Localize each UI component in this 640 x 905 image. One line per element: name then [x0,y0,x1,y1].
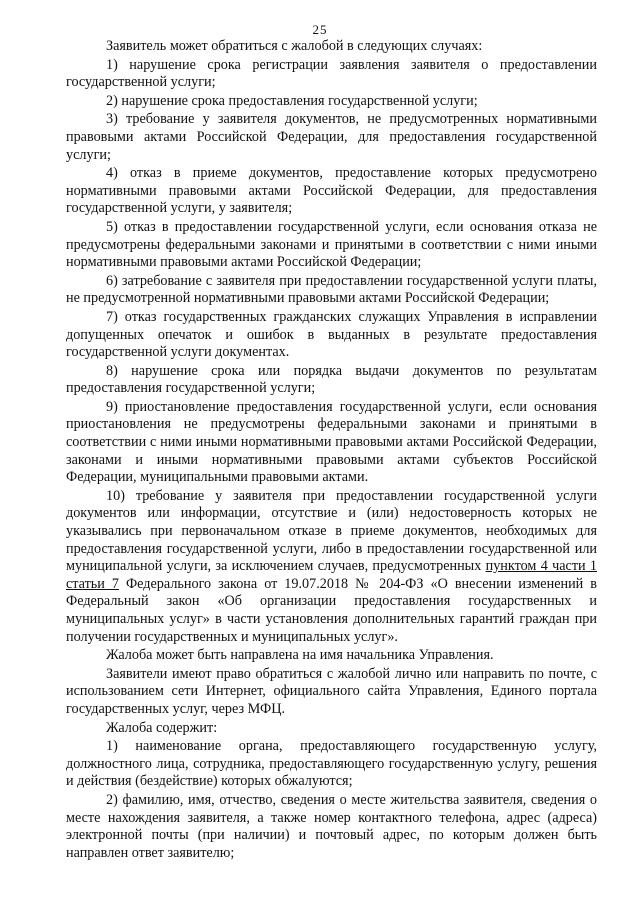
complaint-cases-intro: Заявитель может обратиться с жалобой в следующих случаях: [106,38,483,54]
complaint-contents-item: 1) наименование органа, предоставляющего государственную услугу, должностного лица, сотрудника, предоставляющего государственную услугу, решения и действия (бездействие) которых обжалуются; [66,738,597,790]
complaint-case-item: 5) отказ в предоставлении государственной услуги, если основания отказа не предусмотрены федеральными законами и принятыми в соответствии с ними иными нормативными правовыми актами Российской Федерации; [66,218,597,271]
complaint-case-item: 7) отказ государственных гражданских служащих Управления в исправлении допущенных опечаток и ошибок в выданных в результате предоставления государственной услуги документах. [66,308,597,361]
complaint-addressee: Жалоба может быть направлена на имя начальника Управления. [106,647,494,664]
complaint-case-item: 2) нарушение срока предоставления государственной услуги; [106,92,478,109]
item10-text-before: 10) требование у заявителя при предоставлении государственной услуги документов или информации, отсутствие и (или) недостоверность которых не указывались при первоначальном отказе в приеме документов, необходимых для предоставления государственной услуги, либо в предоставлении государственной или муниципальной услуги, за исключением случаев, предусмотренных [66,487,597,575]
document-body [66,38,597,863]
complaint-case-item: 8) нарушение срока или порядка выдачи документов по результатам предоставления государственной услуги; [66,362,597,397]
complaint-case-item: 1) нарушение срока регистрации заявления заявителя о предоставлении государственной услуги; [66,56,597,91]
complaint-case-item-10 [66,488,597,646]
page-number: 25 [312,22,328,37]
law-reference-link[interactable]: пунктом 4 части 1 статьи 7 [66,558,597,592]
complaint-channels: Заявители имеют право обратиться с жалобой лично или направить по почте, с использованием сети Интернет, официального сайта Управления, Единого портала государственных услуг, через МФЦ. [66,665,597,717]
complaint-case-item: 6) затребование с заявителя при предоставлении государственной услуги платы, не предусмотренной нормативными правовыми актами Российской Федерации; [66,272,597,307]
complaint-contents-item: 2) фамилию, имя, отчество, сведения о месте жительства заявителя, сведения о месте нахождения заявителя, а также номер контактного телефона, адрес (адреса) электронной почты (при наличии) и почтовый адрес, по которым должен быть направлен ответ заявителю; [66,791,597,861]
complaint-case-item: 9) приостановление предоставления государственной услуги, если основания приостановления не предусмотрены федеральными законами и принятыми в соответствии с ними иными нормативными правовыми актами Российской Федерации, законами и иными нормативными правовыми актами субъектов Российской Федерации, муниципальными правовыми актами. [66,398,597,486]
item10-text-after: Федерального закона от 19.07.2018 № 204-ФЗ «О внесении изменений в Федеральный закон «Об организации предоставления государственных и муниципальных услуг» в части установления дополнительных гарантий граждан при получении государственных и муниципальных услуг». [66,575,597,645]
complaint-case-item: 4) отказ в приеме документов, предоставление которых предусмотрено нормативными правовыми актами Российской Федерации, для предоставления государственной услуги, у заявителя; [66,165,597,217]
complaint-contents-intro: Жалоба содержит: [106,719,218,736]
complaint-case-item: 3) требование у заявителя документов, не предусмотренных нормативными правовыми актами Российской Федерации, для предоставления государственной услуги; [66,111,597,163]
